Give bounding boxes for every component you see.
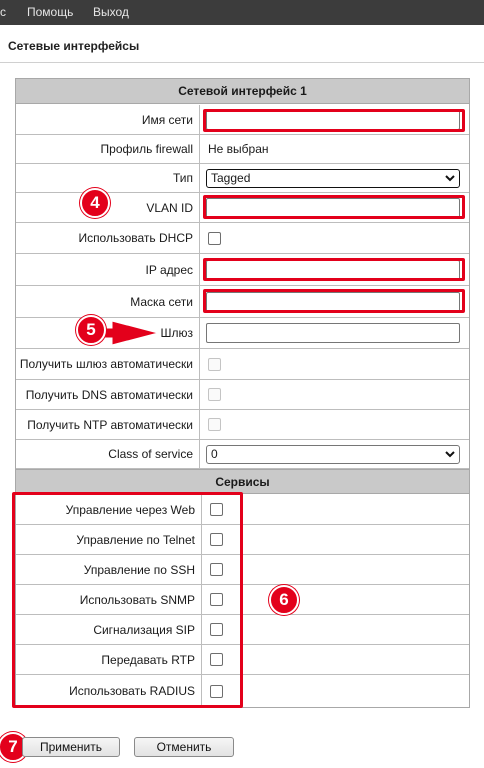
auto-ntp-label: Получить NTP автоматически xyxy=(16,410,200,439)
row-type xyxy=(16,164,469,193)
page-title: Сетевые интерфейсы xyxy=(8,39,140,53)
type-select-value: Tagged xyxy=(211,171,251,185)
row-service-web xyxy=(16,495,469,525)
interface-section-header: Сетевой интерфейс 1 xyxy=(16,79,469,104)
service-ssh-label: Управление по SSH xyxy=(16,555,202,584)
step-badge-7: 7 xyxy=(0,732,28,762)
cancel-button[interactable]: Отменить xyxy=(134,737,234,757)
gateway-input[interactable] xyxy=(206,323,460,343)
row-ip-address xyxy=(16,254,469,286)
chevron-down-icon xyxy=(445,173,455,183)
service-rtp-checkbox[interactable] xyxy=(210,653,223,666)
use-dhcp-checkbox[interactable] xyxy=(208,232,221,245)
type-select[interactable] xyxy=(206,169,460,188)
auto-gateway-label: Получить шлюз автоматически xyxy=(16,349,200,379)
network-name-input[interactable] xyxy=(206,110,460,130)
netmask-label: Маска сети xyxy=(16,286,200,317)
row-service-sip xyxy=(16,615,469,645)
class-of-service-label: Class of service xyxy=(16,440,200,468)
firewall-profile-label: Профиль firewall xyxy=(16,135,200,163)
service-sip-label: Сигнализация SIP xyxy=(16,615,202,644)
row-auto-dns xyxy=(16,380,469,410)
gateway-label: Шлюз xyxy=(16,318,200,348)
ip-address-label: IP адрес xyxy=(16,254,200,285)
firewall-profile-value: Не выбран xyxy=(208,142,269,156)
title-divider xyxy=(0,62,484,63)
row-service-ssh xyxy=(16,555,469,585)
row-auto-gateway xyxy=(16,349,469,380)
type-label: Тип xyxy=(16,164,200,192)
services-section-header: Сервисы xyxy=(16,469,469,494)
row-use-dhcp xyxy=(16,223,469,254)
apply-button[interactable]: Применить xyxy=(22,737,120,757)
service-ssh-checkbox[interactable] xyxy=(210,563,223,576)
netmask-input[interactable] xyxy=(206,292,460,312)
auto-dns-label: Получить DNS автоматически xyxy=(16,380,200,409)
row-auto-ntp xyxy=(16,410,469,440)
service-rtp-label: Передавать RTP xyxy=(16,645,202,674)
ip-address-input[interactable] xyxy=(206,260,460,280)
service-telnet-label: Управление по Telnet xyxy=(16,525,202,554)
network-name-label: Имя сети xyxy=(16,105,200,134)
step-badge-6: 6 xyxy=(269,585,299,615)
service-sip-checkbox[interactable] xyxy=(210,623,223,636)
row-service-telnet xyxy=(16,525,469,555)
arrow-pointer-icon xyxy=(100,320,160,346)
step-badge-4: 4 xyxy=(80,188,110,218)
auto-dns-checkbox[interactable] xyxy=(208,388,221,401)
vlan-id-label: VLAN ID xyxy=(16,193,200,222)
class-of-service-value: 0 xyxy=(211,447,218,461)
row-service-radius xyxy=(16,675,469,707)
row-service-snmp xyxy=(16,585,469,615)
row-network-name xyxy=(16,105,469,135)
service-web-label: Управление через Web xyxy=(16,495,202,524)
row-class-of-service xyxy=(16,440,469,469)
menu-item-help[interactable]: Помощь xyxy=(27,5,74,19)
row-service-rtp xyxy=(16,645,469,675)
auto-ntp-checkbox[interactable] xyxy=(208,418,221,431)
vlan-id-input[interactable] xyxy=(206,198,460,218)
class-of-service-select[interactable] xyxy=(206,445,460,464)
menu-item-partial[interactable]: с xyxy=(0,5,6,19)
step-badge-5: 5 xyxy=(76,315,106,345)
service-radius-checkbox[interactable] xyxy=(210,685,223,698)
top-menu-bar xyxy=(0,0,484,25)
menu-item-logout[interactable]: Выход xyxy=(93,5,129,19)
row-firewall-profile xyxy=(16,135,469,164)
service-snmp-checkbox[interactable] xyxy=(210,593,223,606)
use-dhcp-label: Использовать DHCP xyxy=(16,223,200,253)
service-snmp-label: Использовать SNMP xyxy=(16,585,202,614)
service-radius-label: Использовать RADIUS xyxy=(16,675,202,707)
row-netmask xyxy=(16,286,469,318)
chevron-down-icon xyxy=(445,449,455,459)
service-web-checkbox[interactable] xyxy=(210,503,223,516)
service-telnet-checkbox[interactable] xyxy=(210,533,223,546)
auto-gateway-checkbox[interactable] xyxy=(208,358,221,371)
